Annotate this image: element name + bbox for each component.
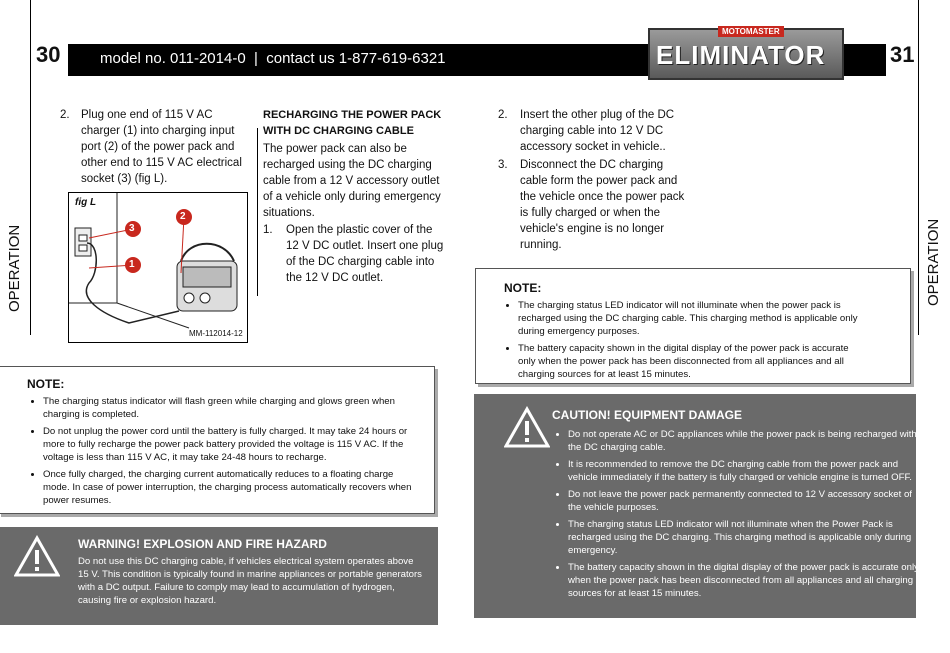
callout-2-text: 2 [180,211,186,222]
list-item: • Do not operate AC or DC appliances while the power pack is being recharged with the DC charging cable. [568,428,920,454]
list-item: • The charging status LED indicator will not illuminate when the Power Pack is recharged using the DC charging. This charging method is applicable only during emergency. [568,518,920,557]
list-item: • Do not leave the power pack permanently connected to 12 V accessory socket of the vehicle purposes. [568,488,920,514]
note-left-title: NOTE: [27,377,65,391]
list-item: • The charging status indicator will flash green while charging and glows green when charging is completed. [43,395,415,421]
figure-label: fig L [75,197,97,208]
side-label-left: OPERATION [6,224,23,312]
callout-3-text: 3 [129,223,135,234]
warning-box [0,527,438,625]
header-text: model no. 011-2014-0 | contact us 1-877-619-6321 [100,50,446,67]
warning-text: Do not use this DC charging cable, if vehicles electrical system operates above 15 V. This condition is typically found in marine appliances or portable generators with a DC output. Failure to comply may lead to accumulation of hydrogen, causing fire or explosion hazard. [78,556,422,606]
right-margin-line [918,0,919,335]
right-page-number: 31 [890,42,915,67]
middle-step1-number: 1. [263,224,273,236]
list-item: • The battery capacity shown in the digital display of the power pack is accurate only when the power pack has been disconnected from all appliances and all charging sources for at least 15 minutes. [568,561,920,600]
left-step2-text: Plug one end of 115 V AC charger (1) into charging input port (2) of the power pack and other end to 115 V AC electrical socket (3) (fig L). [81,109,242,185]
warning-triangle-icon [14,535,60,577]
left-margin-line [30,0,31,335]
figure-illustration [69,193,247,342]
callout-1-text: 1 [129,259,135,270]
logo-small-text: MOTOMASTER [718,26,784,37]
list-item: • Do not unplug the power cord until the battery is fully charged. It may take 24 hours or more to fully recharge the power pack battery provided the voltage is 115 V AC. If the voltage is less than 115 V AC, it may take 24-48 hours to recharge. [43,425,415,464]
right-step3-number: 3. [498,159,508,171]
caution-box [474,394,919,618]
middle-heading: RECHARGING THE POWER PACK WITH DC CHARGING CABLE [263,109,442,137]
middle-divider [257,128,258,296]
note-right-title: NOTE: [504,281,542,295]
logo-main-text: ELIMINATOR [656,40,826,70]
right-step2-number: 2. [498,109,508,121]
list-item: • The charging status LED indicator will not illuminate when the power pack is recharged using the DC charging cable. This charging method is applicable only during emergency purposes. [518,299,868,338]
caution-title: CAUTION! EQUIPMENT DAMAGE [552,408,742,422]
list-item: • Once fully charged, the charging current automatically reduces to a floating charge mode. In case of power interruption, the charging process automatically recovers when power resumes. [43,468,415,507]
left-step2-number: 2. [60,109,70,121]
right-step3-text: Disconnect the DC charging cable form the power pack and the vehicle once the power pack is fully charged or when the vehicle's engine is no longer running. [520,159,685,251]
middle-step1-text: Open the plastic cover of the 12 V DC outlet. Insert one plug of the DC charging cable into the 12 V DC outlet. [286,224,444,284]
warning-triangle-icon [504,406,550,448]
list-item: • It is recommended to remove the DC charging cable from the power pack and vehicle immediately if the battery is fully charged or vehicle engine is turned OFF. [568,458,920,484]
right-step2-text: Insert the other plug of the DC charging cable into 12 V DC accessory socket in vehicle.. [520,109,675,153]
left-page-number: 30 [36,42,61,67]
note-right-list [504,299,868,385]
note-left-list [29,395,415,511]
brand-logo [648,28,844,80]
note-left [0,366,435,514]
figure-l [68,192,248,343]
warning-title: WARNING! EXPLOSION AND FIRE HAZARD [78,537,327,551]
note-right [475,268,911,384]
caution-list [554,428,920,604]
list-item: • The battery capacity shown in the digital display of the power pack is accurate only when the power pack has been disconnected from all appliances and all charging sources for at least 15 minutes. [518,342,868,381]
middle-intro: The power pack can also be recharged using the DC charging cable from a 12 V accessory outlet of a vehicle only during emergency situations. [263,143,441,219]
figure-code: MM-112014-12 [189,329,243,338]
side-label-right: OPERATION [925,218,942,306]
